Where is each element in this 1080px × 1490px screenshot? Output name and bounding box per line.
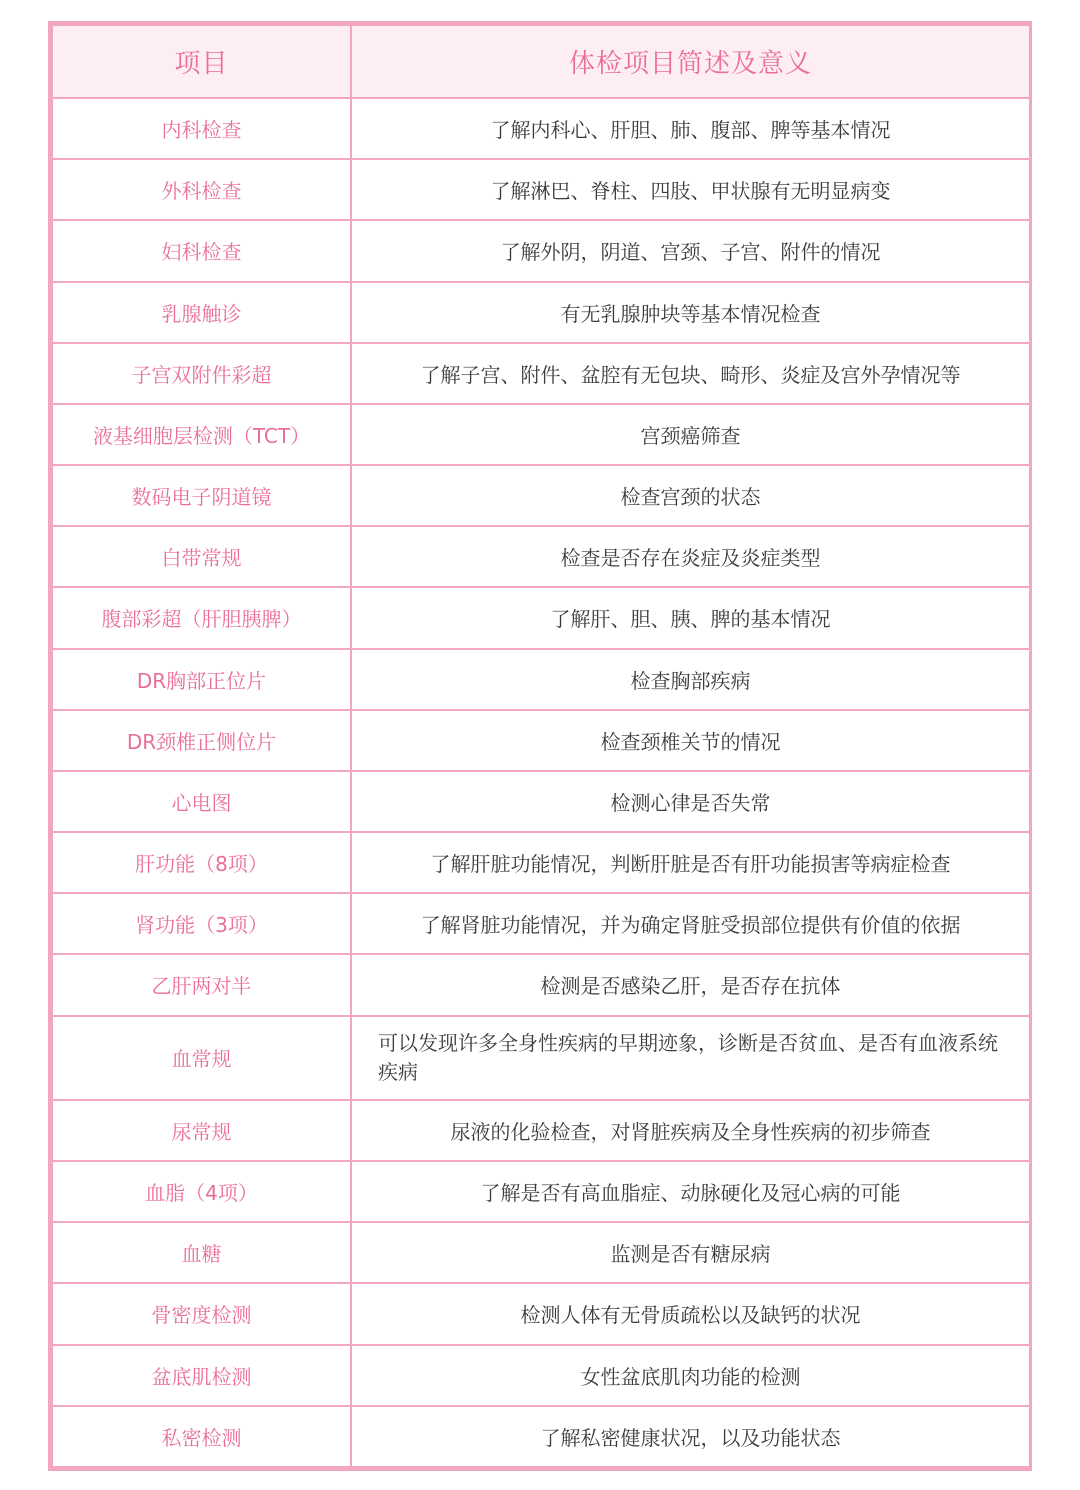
row-description: 检查宫颈的状态 bbox=[351, 465, 1030, 526]
row-description: 了解肝脏功能情况，判断肝脏是否有肝功能损害等病症检查 bbox=[351, 832, 1030, 893]
row-item: 心电图 bbox=[52, 771, 351, 832]
row-item: 妇科检查 bbox=[52, 220, 351, 281]
row-item: 内科检查 bbox=[52, 98, 351, 159]
table-row bbox=[52, 1222, 1030, 1283]
header-item: 项目 bbox=[52, 25, 351, 98]
table-row bbox=[52, 649, 1030, 710]
table-row bbox=[52, 220, 1030, 281]
row-description: 了解肝、胆、胰、脾的基本情况 bbox=[351, 587, 1030, 648]
row-item: 肾功能（3项） bbox=[52, 893, 351, 954]
table-body bbox=[52, 98, 1030, 1467]
row-description: 了解淋巴、脊柱、四肢、甲状腺有无明显病变 bbox=[351, 159, 1030, 220]
row-item: 乳腺触诊 bbox=[52, 282, 351, 343]
table-row bbox=[52, 465, 1030, 526]
row-item: DR颈椎正侧位片 bbox=[52, 710, 351, 771]
row-item: 乙肝两对半 bbox=[52, 954, 351, 1015]
table-row bbox=[52, 343, 1030, 404]
row-description: 监测是否有糖尿病 bbox=[351, 1222, 1030, 1283]
row-item: 骨密度检测 bbox=[52, 1283, 351, 1344]
row-description: 检测是否感染乙肝，是否存在抗体 bbox=[351, 954, 1030, 1015]
row-item: DR胸部正位片 bbox=[52, 649, 351, 710]
table-row bbox=[52, 1406, 1030, 1467]
table-row bbox=[52, 404, 1030, 465]
row-description: 了解私密健康状况，以及功能状态 bbox=[351, 1406, 1030, 1467]
table-row bbox=[52, 1016, 1030, 1100]
header-description: 体检项目简述及意义 bbox=[351, 25, 1030, 98]
row-description: 了解外阴，阴道、宫颈、子宫、附件的情况 bbox=[351, 220, 1030, 281]
row-description: 了解子宫、附件、盆腔有无包块、畸形、炎症及宫外孕情况等 bbox=[351, 343, 1030, 404]
table-row bbox=[52, 98, 1030, 159]
row-description: 检查是否存在炎症及炎症类型 bbox=[351, 526, 1030, 587]
row-item: 液基细胞层检测（TCT） bbox=[52, 404, 351, 465]
table-row bbox=[52, 1283, 1030, 1344]
table-row bbox=[52, 1161, 1030, 1222]
row-item: 盆底肌检测 bbox=[52, 1345, 351, 1406]
row-description: 有无乳腺肿块等基本情况检查 bbox=[351, 282, 1030, 343]
row-item: 血常规 bbox=[52, 1016, 351, 1100]
table-header bbox=[52, 25, 1030, 98]
row-item: 子宫双附件彩超 bbox=[52, 343, 351, 404]
table-row bbox=[52, 893, 1030, 954]
row-description: 女性盆底肌肉功能的检测 bbox=[351, 1345, 1030, 1406]
table-row bbox=[52, 587, 1030, 648]
row-description: 宫颈癌筛查 bbox=[351, 404, 1030, 465]
row-item: 腹部彩超（肝胆胰脾） bbox=[52, 587, 351, 648]
row-description: 检测人体有无骨质疏松以及缺钙的状况 bbox=[351, 1283, 1030, 1344]
table-row bbox=[52, 771, 1030, 832]
table-row bbox=[52, 159, 1030, 220]
row-description: 了解是否有高血脂症、动脉硬化及冠心病的可能 bbox=[351, 1161, 1030, 1222]
header-row bbox=[52, 25, 1030, 98]
row-item: 血糖 bbox=[52, 1222, 351, 1283]
row-item: 血脂（4项） bbox=[52, 1161, 351, 1222]
table-row bbox=[52, 1100, 1030, 1161]
row-item: 数码电子阴道镜 bbox=[52, 465, 351, 526]
table-row bbox=[52, 832, 1030, 893]
row-item: 尿常规 bbox=[52, 1100, 351, 1161]
exam-items-table-frame bbox=[48, 21, 1032, 1471]
row-description: 尿液的化验检查，对肾脏疾病及全身性疾病的初步筛查 bbox=[351, 1100, 1030, 1161]
table-row bbox=[52, 710, 1030, 771]
table-row bbox=[52, 1345, 1030, 1406]
row-item: 白带常规 bbox=[52, 526, 351, 587]
row-description: 了解肾脏功能情况，并为确定肾脏受损部位提供有价值的依据 bbox=[351, 893, 1030, 954]
row-description: 检测心律是否失常 bbox=[351, 771, 1030, 832]
table-row bbox=[52, 954, 1030, 1015]
exam-items-table bbox=[51, 24, 1031, 1468]
table-row bbox=[52, 282, 1030, 343]
table-row bbox=[52, 526, 1030, 587]
row-item: 肝功能（8项） bbox=[52, 832, 351, 893]
row-description: 了解内科心、肝胆、肺、腹部、脾等基本情况 bbox=[351, 98, 1030, 159]
row-item: 外科检查 bbox=[52, 159, 351, 220]
row-description: 检查胸部疾病 bbox=[351, 649, 1030, 710]
row-description: 可以发现许多全身性疾病的早期迹象，诊断是否贫血、是否有血液系统疾病 bbox=[351, 1016, 1030, 1100]
row-description: 检查颈椎关节的情况 bbox=[351, 710, 1030, 771]
row-item: 私密检测 bbox=[52, 1406, 351, 1467]
